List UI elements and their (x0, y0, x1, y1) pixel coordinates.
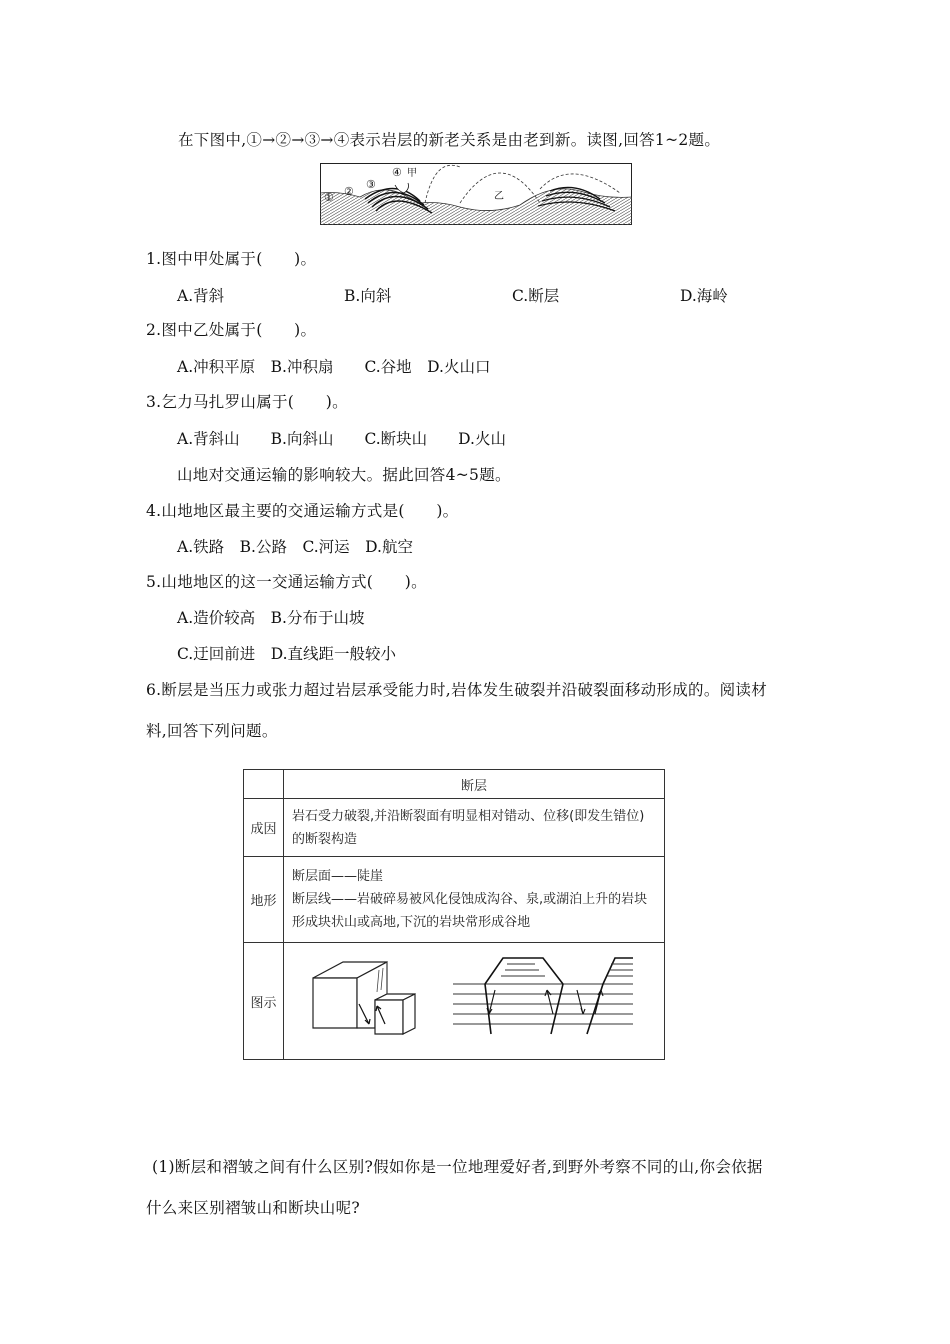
label-2: ② (344, 185, 354, 198)
landform-line1: 断层面——陡崖 (292, 869, 384, 884)
q2-options: A.冲积平原 B.冲积扇 C.谷地 D.火山口 (177, 358, 491, 376)
q5-options-line2: C.迂回前进 D.直线距一般较小 (177, 645, 397, 663)
q3-options: A.背斜山 B.向斜山 C.断块山 D.火山 (177, 430, 506, 448)
horst-graben-diagram (453, 958, 633, 1034)
q3-stem: 3.乞力马扎罗山属于( )。 (146, 393, 348, 411)
q1-stem: 1.图中甲处属于( )。 (146, 250, 317, 268)
label-yi: 乙 (494, 191, 504, 202)
intro-text: 在下图中,①→②→③→④表示岩层的新老关系是由老到新。读图,回答1~2题。 (178, 131, 721, 149)
q1-option-c: C.断层 (512, 287, 560, 305)
q1-option-a: A.背斜 (177, 287, 225, 305)
fault-table (243, 769, 665, 1060)
q2-stem: 2.图中乙处属于( )。 (146, 321, 317, 339)
label-4: ④ (392, 166, 402, 179)
sub1-line2: 什么来区别褶皱山和断块山呢? (146, 1199, 361, 1217)
sub1-line1: (1)断层和褶皱之间有什么区别?假如你是一位地理爱好者,到野外考察不同的山,你会依据 (152, 1158, 763, 1176)
q1-option-d: D.海岭 (680, 287, 728, 305)
q4-stem: 4.山地地区最主要的交通运输方式是( )。 (146, 502, 459, 520)
q4-options: A.铁路 B.公路 C.河运 D.航空 (177, 538, 413, 556)
row-diagram-cell (284, 943, 665, 1060)
fault-block-diagram (313, 962, 415, 1034)
label-3: ③ (366, 178, 376, 191)
row-text-cause: 岩石受力破裂,并沿断裂面有明显相对错动、位移(即发生错位)的断裂构造 (284, 799, 665, 857)
q6-stem-line1: 6.断层是当压力或张力超过岩层承受能力时,岩体发生破裂并沿破裂面移动形成的。阅读材 (146, 681, 768, 699)
landform-line2: 断层线——岩破碎易被风化侵蚀成沟谷、泉,或湖泊上升的岩块形成块状山或高地,下沉的岩块常形成谷地 (292, 892, 648, 930)
row-label-diagram: 图示 (244, 943, 284, 1060)
table-header: 断层 (284, 770, 665, 799)
q5-stem: 5.山地地区的这一交通运输方式( )。 (146, 573, 427, 591)
label-1: ① (324, 191, 334, 204)
label-jia: 甲 (407, 168, 417, 179)
fault-diagrams (285, 944, 663, 1054)
row-label-cause: 成因 (244, 799, 284, 857)
row-text-landform (284, 857, 665, 943)
q5-options-line1: A.造价较高 B.分布于山坡 (177, 609, 365, 627)
q6-stem-line2: 料,回答下列问题。 (146, 722, 278, 740)
q1-option-b: B.向斜 (344, 287, 392, 305)
table-corner (244, 770, 284, 799)
rock-strata-figure (320, 163, 632, 225)
row-label-landform: 地形 (244, 857, 284, 943)
intro2-text: 山地对交通运输的影响较大。据此回答4~5题。 (177, 466, 511, 484)
